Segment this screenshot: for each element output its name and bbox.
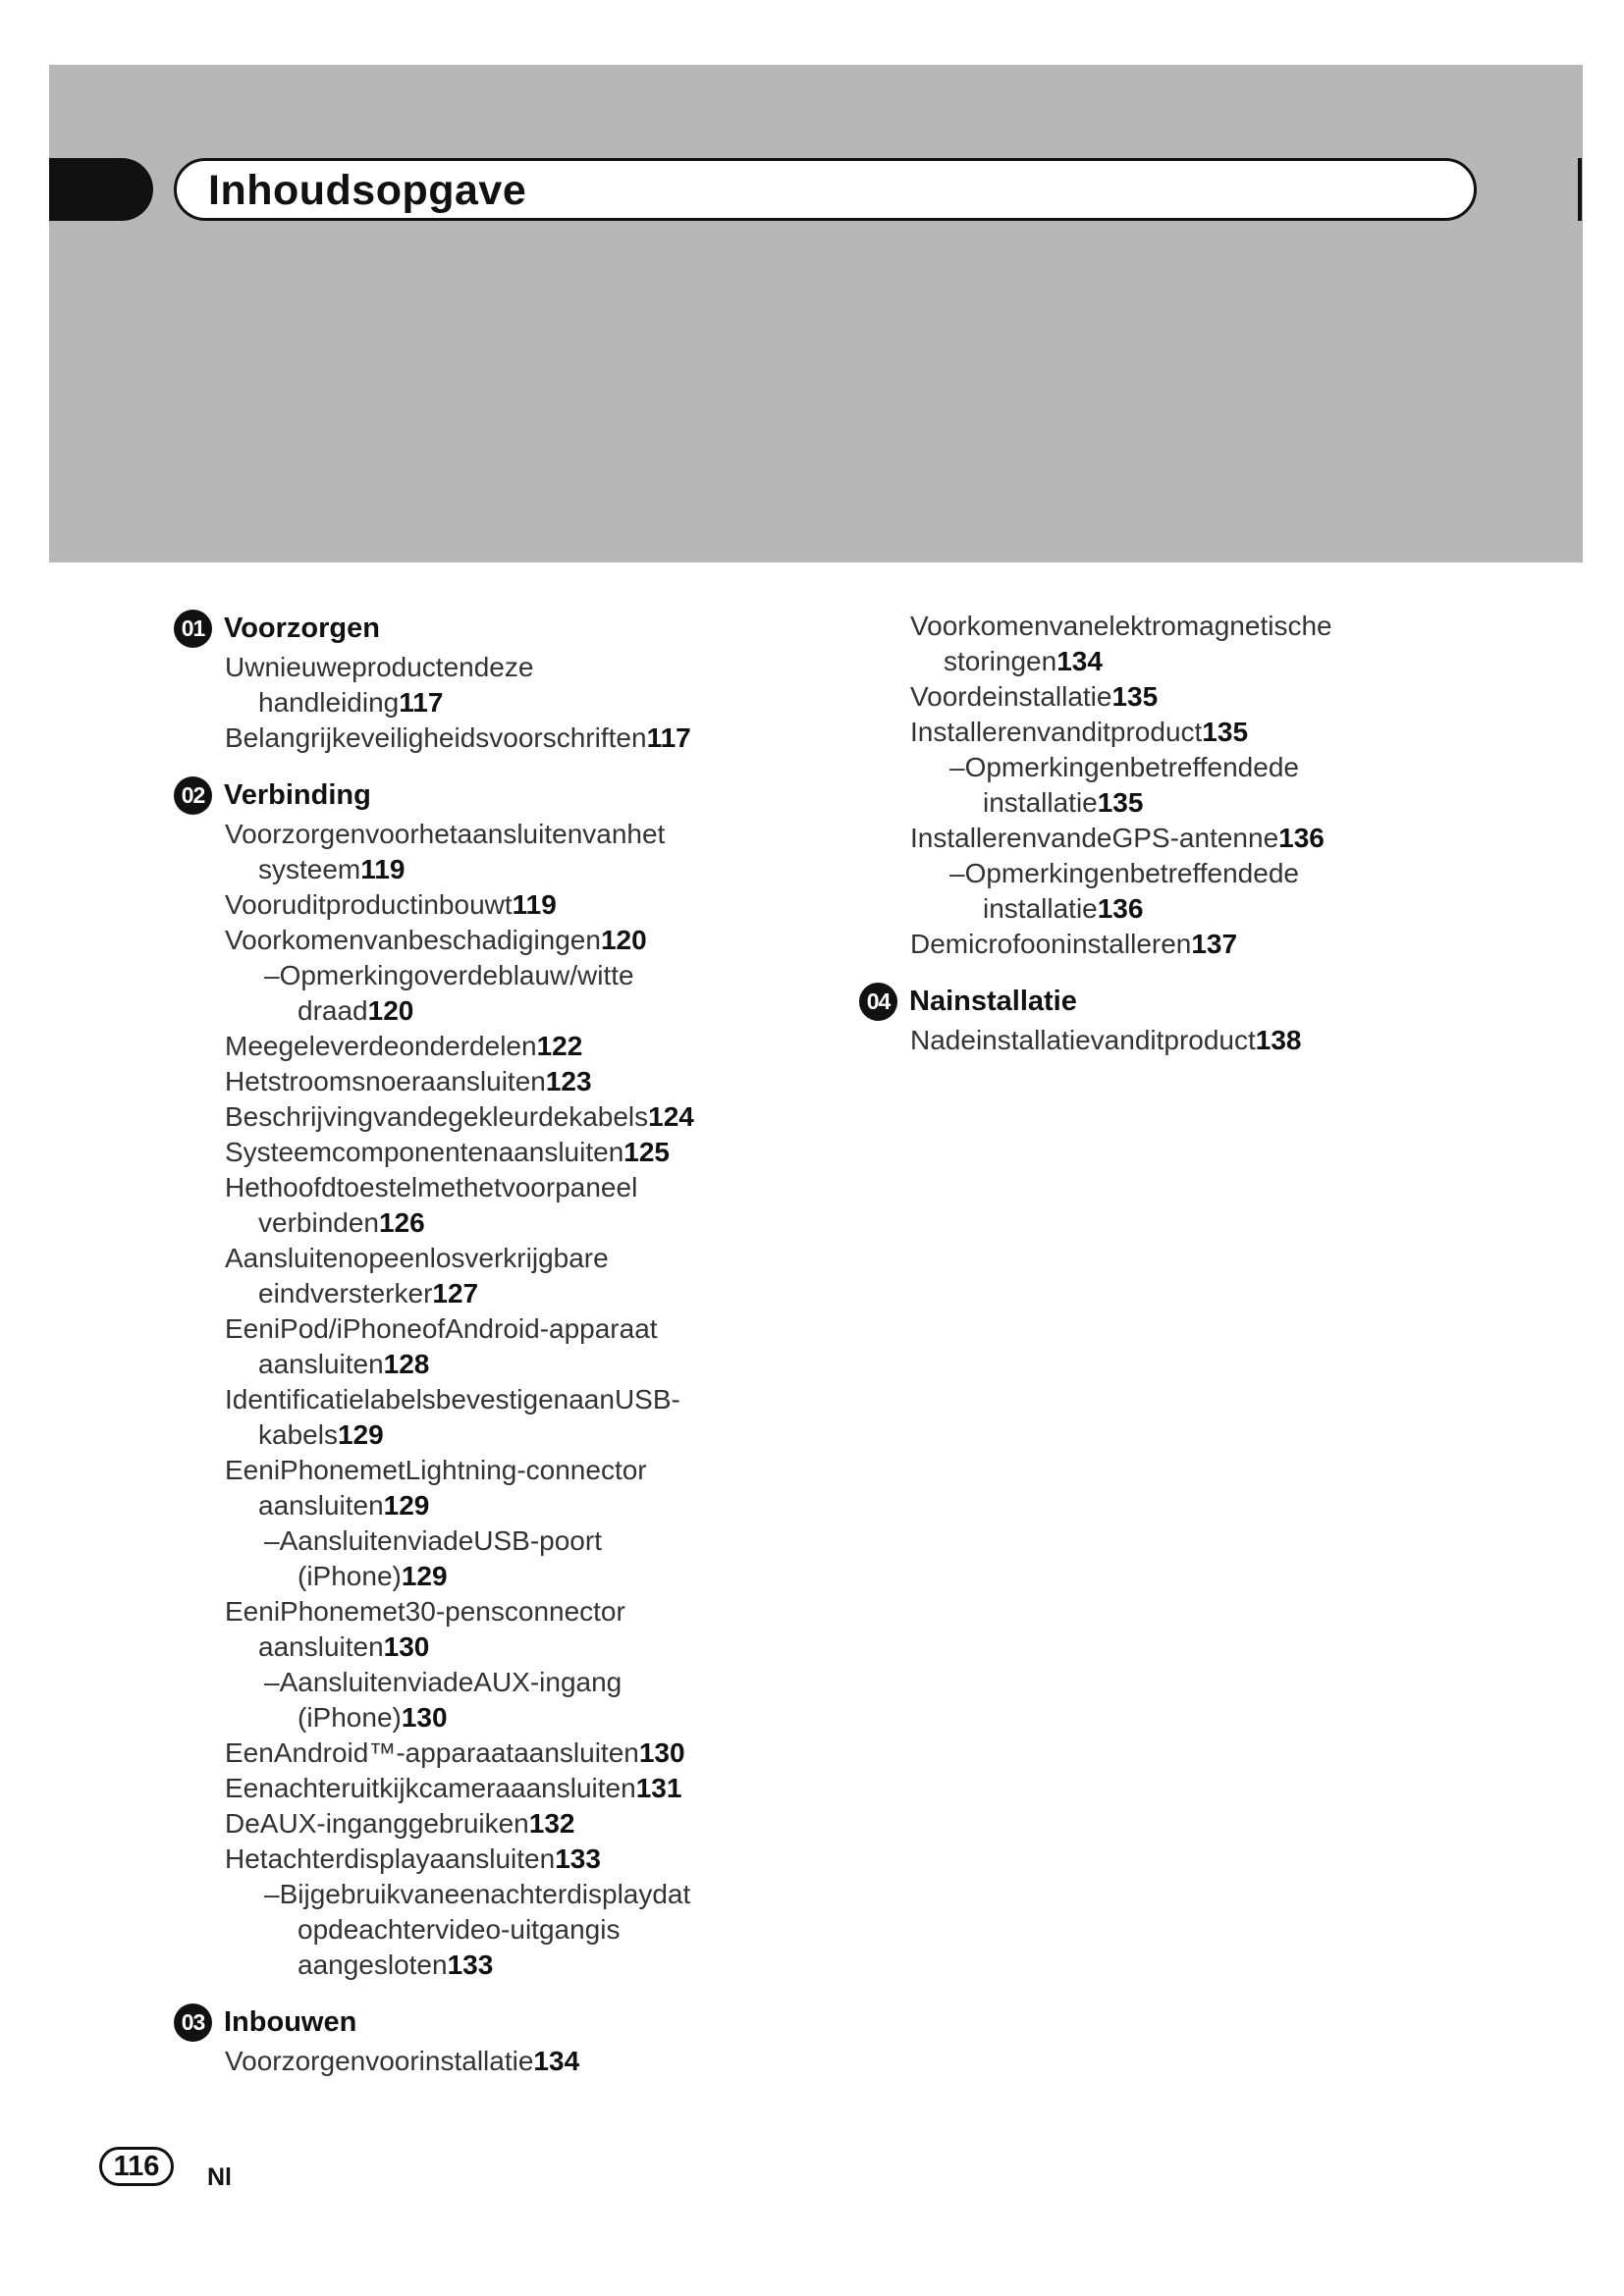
- section-number-badge: 03: [174, 2003, 212, 2042]
- toc-entry-text: –Opmerkingenbetreffendede: [949, 752, 1299, 782]
- toc-page-number: 136: [1278, 823, 1325, 853]
- toc-entry[interactable]: [910, 927, 1409, 962]
- toc-entry-text: DeAUX-inganggebruiken: [225, 1808, 529, 1839]
- toc-entry-text: EeniPhonemet30-pensconnector: [225, 1596, 625, 1627]
- toc-entry-line: [225, 1842, 601, 1877]
- toc-entry-line: [225, 685, 743, 721]
- toc-entry-line: [225, 1205, 743, 1241]
- toc-entry-text: Belangrijkeveiligheidsvoorschriften: [225, 722, 647, 753]
- toc-entry-line: [225, 852, 743, 887]
- chapter-tab: [49, 158, 153, 221]
- toc-entry-line: [225, 1135, 670, 1170]
- toc-entry-text: Meegeleverdeonderdelen: [225, 1031, 537, 1061]
- section-title: Verbinding: [224, 778, 371, 811]
- toc-entry-line: [225, 1029, 582, 1064]
- header-banner: [49, 65, 1583, 562]
- toc-page-number: 127: [432, 1278, 479, 1308]
- toc-entry-text: installatie: [983, 893, 1098, 924]
- toc-entry-text: aangesloten: [298, 1949, 448, 1980]
- toc-entry[interactable]: [225, 1170, 743, 1241]
- toc-entry-text: InstallerenvandeGPS-antenne: [910, 823, 1279, 853]
- section-heading[interactable]: [859, 982, 1409, 1021]
- toc-page-number: 120: [600, 925, 647, 955]
- toc-entry[interactable]: [949, 856, 1409, 927]
- toc-entry-text: Voorkomenvanelektromagnetische: [910, 611, 1332, 641]
- toc-entry-text: –AansluitenviadeAUX-ingang: [264, 1667, 623, 1697]
- toc-entry-text: Systeemcomponentenaansluiten: [225, 1137, 624, 1167]
- toc-entry-text: draad: [298, 995, 368, 1026]
- toc-left-column: [174, 609, 743, 2099]
- toc-entry[interactable]: [264, 1877, 743, 1983]
- page-number: 116: [99, 2147, 174, 2186]
- toc-page-number: 129: [383, 1490, 430, 1521]
- toc-entry-text: Hetachterdisplayaansluiten: [225, 1843, 556, 1874]
- page-title: Inhoudsopgave: [208, 167, 527, 214]
- toc-entry-text: aansluiten: [258, 1490, 384, 1521]
- toc-entry[interactable]: [910, 715, 1409, 750]
- toc-entry-text: EeniPhonemetLightning-connector: [225, 1455, 647, 1485]
- toc-entry-text: Hetstroomsnoeraansluiten: [225, 1066, 546, 1096]
- toc-entry-text: installatie: [983, 787, 1098, 818]
- toc-entry-text: (iPhone): [298, 1561, 402, 1591]
- section-heading[interactable]: [174, 775, 743, 815]
- toc-entry-text: Vooruditproductinbouwt: [225, 889, 513, 920]
- toc-entry-text: Uwnieuweproductendeze: [225, 652, 534, 682]
- toc-entry[interactable]: [225, 1842, 743, 1877]
- toc-entry[interactable]: [264, 1523, 743, 1594]
- toc-entry-line: [910, 644, 1409, 679]
- toc-page-number: 131: [635, 1773, 682, 1803]
- toc-entry[interactable]: [225, 1453, 743, 1523]
- toc-entry-line: [910, 1023, 1302, 1058]
- toc-entry-line: [225, 1064, 592, 1099]
- toc-page-number: 117: [399, 687, 444, 718]
- toc-entry[interactable]: [225, 1099, 743, 1135]
- toc-page-number: 129: [401, 1561, 448, 1591]
- toc-page-number: 128: [383, 1349, 430, 1379]
- toc-entry-line: [225, 1099, 694, 1135]
- toc-page-number: 136: [1097, 893, 1144, 924]
- toc-page-number: 126: [378, 1207, 425, 1238]
- toc-entry-text: handleiding: [258, 687, 400, 718]
- toc-entry[interactable]: [225, 1135, 743, 1170]
- toc-page-number: 130: [638, 1737, 685, 1768]
- toc-entry-line: [910, 715, 1248, 750]
- toc-page-number: 130: [383, 1631, 430, 1662]
- toc-page-number: 129: [337, 1419, 384, 1450]
- toc-entry-line: [225, 887, 557, 923]
- toc-entry[interactable]: [225, 923, 743, 958]
- toc-section: [174, 2002, 743, 2079]
- toc-page-number: 137: [1191, 929, 1238, 959]
- toc-entry[interactable]: [910, 609, 1409, 679]
- toc-section: [174, 775, 743, 1983]
- toc-entry-text: Beschrijvingvandegekleurdekabels: [225, 1101, 649, 1132]
- toc-page-number: 138: [1255, 1025, 1302, 1055]
- section-number-badge: 02: [174, 776, 212, 815]
- toc-page-number: 133: [555, 1843, 601, 1874]
- section-title: Voorzorgen: [224, 612, 380, 644]
- toc-entry-text: opdeachtervideo-uitgangis: [298, 1914, 621, 1945]
- toc-page-number: 123: [545, 1066, 592, 1096]
- toc-entry-line: [225, 1771, 681, 1806]
- toc-entry[interactable]: [225, 1311, 743, 1382]
- toc-entry[interactable]: [225, 1735, 743, 1771]
- toc-page-number: 133: [447, 1949, 494, 1980]
- toc-entry[interactable]: [225, 1594, 743, 1665]
- toc-entry-text: –Opmerkingoverdeblauw/witte: [264, 960, 634, 990]
- section-number-badge: 01: [174, 610, 212, 648]
- toc-entry-line: [264, 993, 743, 1029]
- toc-entry-line: [949, 891, 1409, 927]
- language-code: Nl: [207, 2163, 232, 2191]
- toc-entry-text: eindversterker: [258, 1278, 433, 1308]
- toc-page-number: 132: [528, 1808, 575, 1839]
- title-box: [174, 158, 1477, 221]
- toc-page-number: 135: [1111, 681, 1159, 712]
- toc-entry-text: EenAndroid™-apparaataansluiten: [225, 1737, 639, 1768]
- toc-entry[interactable]: [264, 958, 743, 1029]
- toc-entry-text: –Bijgebruikvaneenachterdisplaydat: [264, 1879, 691, 1909]
- toc-entry-text: Demicrofooninstalleren: [910, 929, 1192, 959]
- toc-entry[interactable]: [264, 1665, 743, 1735]
- toc-entry[interactable]: [225, 1771, 743, 1806]
- toc-entry-line: [225, 923, 647, 958]
- toc-entry-line: [910, 679, 1158, 715]
- toc-entry[interactable]: [225, 1029, 743, 1064]
- toc-entry-text: IdentificatielabelsbevestigenaanUSB-: [225, 1384, 680, 1415]
- toc-entry-line: [225, 721, 691, 756]
- toc-entry-line: [910, 821, 1325, 856]
- toc-entry-line: [225, 2044, 579, 2079]
- toc-page-number: 119: [360, 854, 406, 884]
- toc-page-number: 130: [401, 1702, 448, 1733]
- toc-entry-text: aansluiten: [258, 1349, 384, 1379]
- section-title: Nainstallatie: [909, 985, 1077, 1017]
- edge-mark: [1578, 158, 1582, 221]
- toc-page-number: 119: [512, 889, 557, 920]
- toc-section: [859, 982, 1409, 1058]
- toc-entry-text: EeniPod/iPhoneofAndroid-apparaat: [225, 1313, 658, 1344]
- toc-entry-text: Hethoofdtoestelmethetvoorpaneel: [225, 1172, 638, 1202]
- toc-entry-text: Voorzorgenvoorinstallatie: [225, 2046, 534, 2076]
- section-number-badge: 04: [859, 983, 897, 1021]
- toc-entry-line: [225, 1735, 685, 1771]
- toc-entry-text: Voorzorgenvoorhetaansluitenvanhet: [225, 819, 666, 849]
- toc-entry-text: –Opmerkingenbetreffendede: [949, 858, 1299, 888]
- toc-entry-text: Installerenvanditproduct: [910, 717, 1203, 747]
- toc-page-number: 135: [1097, 787, 1144, 818]
- section-heading[interactable]: [174, 2002, 743, 2042]
- toc-entry[interactable]: [225, 887, 743, 923]
- toc-entry-text: verbinden: [258, 1207, 379, 1238]
- toc-entry[interactable]: [225, 1806, 743, 1842]
- toc-entry-text: Voorkomenvanbeschadigingen: [225, 925, 601, 955]
- toc-entry[interactable]: [225, 2044, 743, 2079]
- toc-page-number: 134: [533, 2046, 580, 2076]
- toc-page-number: 120: [367, 995, 414, 1026]
- toc-entry-text: aansluiten: [258, 1631, 384, 1662]
- toc-entry-line: [225, 1276, 743, 1311]
- toc-entry-text: storingen: [944, 646, 1057, 676]
- toc-entry-text: systeem: [258, 854, 361, 884]
- toc-entry-text: –AansluitenviadeUSB-poort: [264, 1525, 602, 1556]
- toc-entry-text: Nadeinstallatievanditproduct: [910, 1025, 1256, 1055]
- toc-entry[interactable]: [910, 821, 1409, 856]
- toc-section-continued: [859, 609, 1409, 962]
- section-title: Inbouwen: [224, 2005, 357, 2038]
- toc-entry-line: [949, 785, 1409, 821]
- toc-entry-line: [910, 927, 1237, 962]
- toc-page-number: 122: [536, 1031, 583, 1061]
- toc-page-number: 124: [648, 1101, 694, 1132]
- toc-entry-line: [225, 1806, 574, 1842]
- toc-section: [174, 609, 743, 756]
- toc-page-number: 134: [1056, 646, 1103, 676]
- toc-right-column: [859, 609, 1409, 1078]
- toc-entry[interactable]: [910, 1023, 1409, 1058]
- toc-page-number: 135: [1202, 717, 1249, 747]
- toc-page-number: 117: [646, 722, 691, 753]
- toc-entry-line: [225, 1417, 743, 1453]
- toc-entry-line: [264, 1559, 743, 1594]
- toc-entry-text: Eenachteruitkijkcameraaansluiten: [225, 1773, 636, 1803]
- toc-entry[interactable]: [910, 679, 1409, 715]
- toc-entry[interactable]: [225, 817, 743, 887]
- section-heading[interactable]: [174, 609, 743, 648]
- toc-entry-text: Aansluitenopeenlosverkrijgbare: [225, 1243, 609, 1273]
- toc-entry-text: (iPhone): [298, 1702, 402, 1733]
- toc-entry-line: [225, 1488, 743, 1523]
- toc-entry[interactable]: [225, 1064, 743, 1099]
- toc-entry-line: [264, 1948, 743, 1983]
- toc-entry-text: Voordeinstallatie: [910, 681, 1112, 712]
- toc-entry-line: [264, 1700, 743, 1735]
- toc-entry-line: [225, 1629, 743, 1665]
- toc-entry-text: kabels: [258, 1419, 338, 1450]
- toc-entry-line: [225, 1347, 743, 1382]
- toc-entry[interactable]: [225, 1382, 743, 1453]
- toc-entry[interactable]: [225, 1241, 743, 1311]
- toc-entry[interactable]: [225, 650, 743, 721]
- toc-entry[interactable]: [949, 750, 1409, 821]
- toc-page-number: 125: [623, 1137, 670, 1167]
- toc-entry[interactable]: [225, 721, 743, 756]
